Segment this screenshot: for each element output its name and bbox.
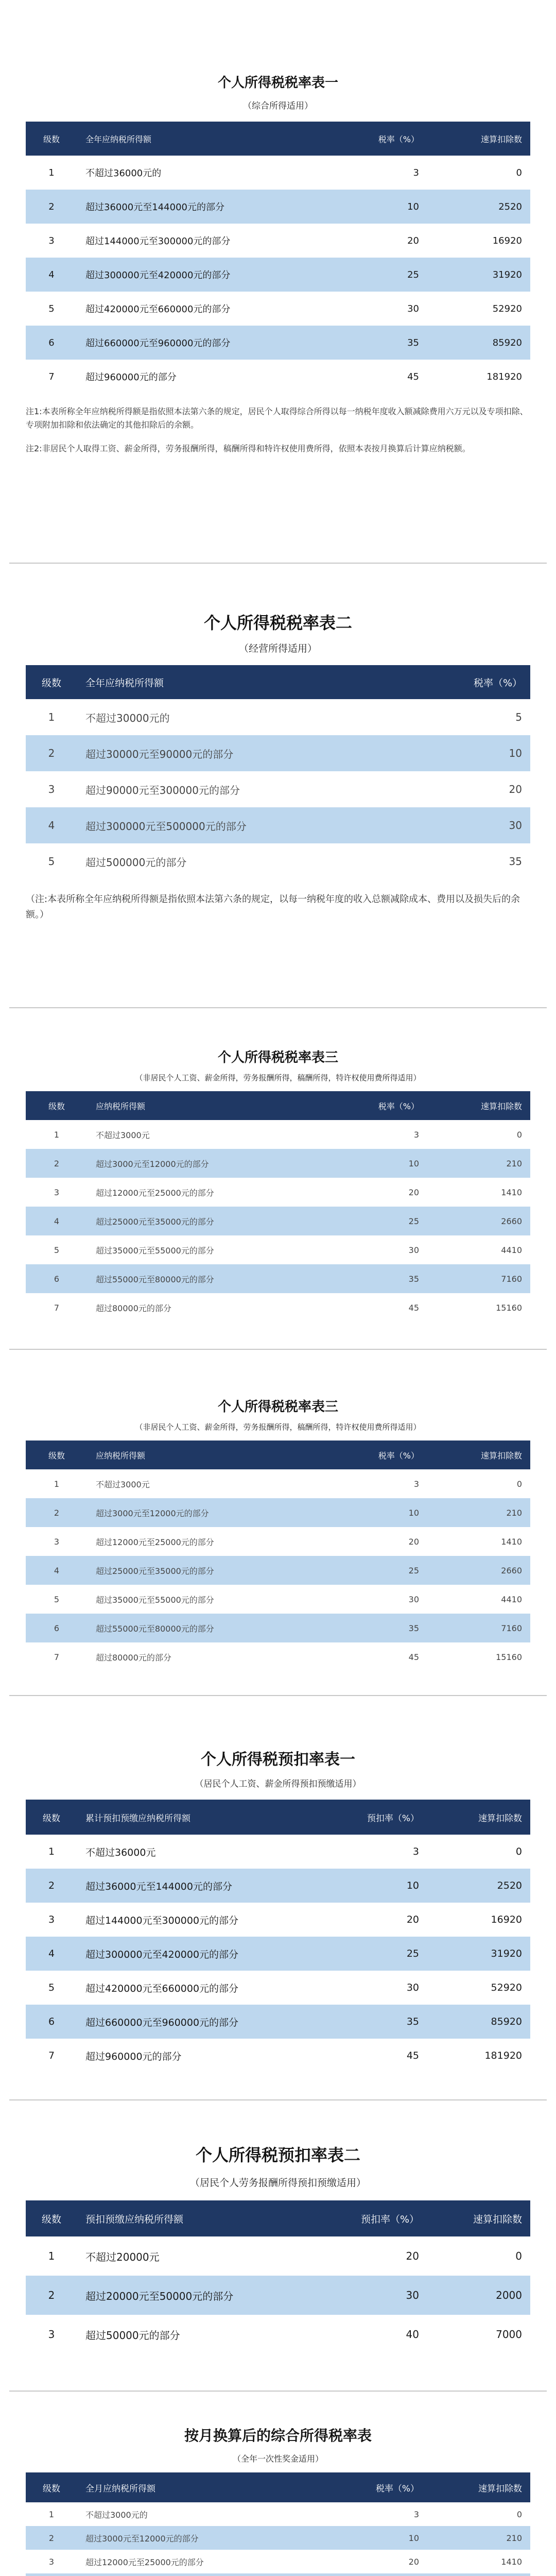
- cell-level: 6: [48, 2016, 55, 2027]
- table-row: [26, 1264, 530, 1293]
- cell-rate: 10: [406, 1880, 419, 1891]
- cell-level: 1: [48, 711, 55, 723]
- cell-level: 5: [48, 1982, 55, 1993]
- cell-rate: 20: [509, 783, 522, 795]
- cell-deduction: 4410: [501, 1594, 522, 1604]
- cell-income: 超过144000元至300000元的部分: [85, 1914, 239, 1926]
- cell-income: 超过420000元至660000元的部分: [85, 1982, 239, 1994]
- cell-income: 超过80000元的部分: [96, 1652, 171, 1663]
- cell-income: 超过960000元的部分: [85, 372, 177, 383]
- header-income: 应纳税所得额: [96, 1450, 146, 1461]
- table-row: [26, 1498, 530, 1527]
- cell-rate: 30: [408, 1594, 419, 1604]
- header-income: 应纳税所得额: [96, 1101, 146, 1111]
- cell-income: 超过3000元至12000元的部分: [85, 2533, 199, 2544]
- table-header-row: [26, 1440, 530, 1469]
- table-row: [26, 1469, 530, 1498]
- cell-level: 2: [48, 2533, 55, 2543]
- table-row: [26, 2573, 530, 2576]
- cell-rate: 30: [406, 1982, 419, 1993]
- cell-income: 超过25000元至35000元的部分: [96, 1216, 214, 1227]
- cell-rate: 25: [408, 1565, 419, 1575]
- tax-rate-table: [26, 122, 530, 394]
- header-rate: 税率（%）: [375, 2483, 419, 2494]
- cell-level: 2: [48, 2289, 55, 2301]
- cell-deduction: 0: [516, 2509, 522, 2519]
- section-divider: [9, 563, 547, 564]
- cell-rate: 30: [509, 819, 522, 832]
- table-title: 个人所得税税率表三: [217, 1050, 338, 1065]
- header-income: 全月应纳税所得额: [85, 2483, 155, 2494]
- cell-deduction: 2520: [497, 1880, 522, 1891]
- section-divider: [9, 2099, 547, 2100]
- table-row: [26, 1937, 530, 1971]
- cell-rate: 30: [406, 2289, 419, 2301]
- cell-rate: 3: [413, 1479, 419, 1489]
- cell-level: 6: [54, 1274, 60, 1284]
- cell-income: 超过80000元的部分: [96, 1303, 171, 1313]
- table-row: [26, 1642, 530, 1671]
- cell-rate: 30: [407, 303, 419, 314]
- cell-deduction: [427, 2573, 530, 2576]
- cell-level: 5: [48, 303, 55, 314]
- cell-rate: 3: [413, 2509, 419, 2519]
- table-title: 个人所得税税率表二: [203, 613, 352, 633]
- cell-rate: 45: [407, 371, 419, 382]
- cell-rate: 40: [406, 2328, 419, 2341]
- cell-income: 超过12000元至25000元的部分: [85, 2557, 204, 2567]
- header-rate: 税率（%）: [378, 1101, 419, 1111]
- cell-deduction: 0: [516, 1129, 522, 1140]
- tax-rate-table: [26, 1440, 530, 1671]
- cell-rate: 20: [407, 235, 419, 246]
- cell-deduction: 31920: [491, 1948, 522, 1959]
- cell-level: 3: [48, 235, 55, 246]
- cell-level: 2: [48, 201, 55, 212]
- cell-deduction: 16920: [491, 1914, 522, 1925]
- table-row: [26, 2236, 530, 2276]
- header-income: 预扣预缴应纳税所得额: [85, 2213, 184, 2225]
- table-header-row: [26, 665, 530, 699]
- cell-rate: 35: [406, 2016, 419, 2027]
- cell-income: 超过3000元至12000元的部分: [96, 1508, 209, 1518]
- section-divider: [9, 1349, 547, 1350]
- table-title: 个人所得税税率表一: [217, 75, 338, 91]
- cell-income: 超过420000元至660000元的部分: [85, 304, 231, 315]
- cell-level: 3: [48, 2556, 55, 2567]
- cell-income: 超过25000元至35000元的部分: [96, 1566, 214, 1576]
- cell-rate: 3: [412, 1846, 419, 1857]
- cell-income: 不超过36000元: [85, 1846, 156, 1858]
- cell-rate: 20: [408, 1187, 419, 1197]
- cell-deduction: 1410: [501, 2556, 522, 2567]
- cell-rate: 3: [413, 1129, 419, 1140]
- cell-deduction: 0: [515, 1846, 522, 1857]
- cell-level: 4: [54, 1216, 60, 1226]
- tax-table-2-section: [0, 610, 556, 923]
- cell-deduction: 7160: [501, 1623, 522, 1633]
- table-row: [26, 156, 530, 190]
- table-row: [26, 1178, 530, 1207]
- cell-level: 7: [48, 371, 55, 382]
- header-deduction: 速算扣除数: [480, 1450, 522, 1461]
- header-income: 全年应纳税所得额: [85, 134, 152, 144]
- cell-income: 超过300000元至500000元的部分: [85, 820, 247, 833]
- cell-level: 2: [48, 747, 55, 759]
- monthly-converted-table-section: [0, 2425, 556, 2576]
- table-title: 按月换算后的综合所得税率表: [184, 2427, 372, 2444]
- cell-rate: 20: [406, 1914, 419, 1925]
- cell-income: 超过660000元至960000元的部分: [85, 2016, 239, 2028]
- cell-deduction: 85920: [491, 2016, 522, 2027]
- cell-rate: 10: [408, 1507, 419, 1518]
- cell-income: 超过35000元至55000元的部分: [96, 1595, 214, 1605]
- header-level: 级数: [41, 2213, 61, 2225]
- cell-rate: 10: [408, 1158, 419, 1168]
- cell-income: 超过3000元至12000元的部分: [96, 1159, 209, 1169]
- monthly-tax-rate-table: [26, 2472, 530, 2576]
- table-subtitle: （非居民个人工资、薪金所得，劳务报酬所得，稿酬所得，特许权使用费所得适用）: [135, 1073, 421, 1082]
- cell-income: 超过90000元至300000元的部分: [85, 784, 240, 796]
- cell-deduction: 52920: [491, 1982, 522, 1993]
- cell-level: 5: [54, 1594, 60, 1604]
- table-row: [26, 2039, 530, 2073]
- table-row: [26, 807, 530, 843]
- cell-deduction: 4410: [501, 1245, 522, 1255]
- header-deduction: 速算扣除数: [480, 1101, 522, 1111]
- cell-level: 1: [54, 1129, 60, 1140]
- header-level: 级数: [48, 1101, 65, 1111]
- header-income: 全年应纳税所得额: [85, 677, 164, 689]
- cell-level: 3: [54, 1536, 60, 1547]
- cell-rate: 3: [413, 167, 419, 178]
- cell-rate: 45: [408, 1302, 419, 1313]
- cell-deduction: 7160: [501, 1274, 522, 1284]
- table-title: 个人所得税预扣率表一: [201, 1751, 355, 1769]
- table-row: [26, 843, 530, 879]
- cell-rate: 20: [406, 2250, 419, 2262]
- table-row: [26, 2315, 530, 2354]
- tax-rate-table: [26, 1091, 530, 1322]
- cell-level: 4: [48, 1948, 55, 1959]
- table-row: [26, 1903, 530, 1937]
- cell-income: 超过30000元至90000元的部分: [85, 748, 234, 760]
- table-header-row: [26, 122, 530, 156]
- cell-level: 1: [54, 1479, 60, 1489]
- cell-deduction: 2000: [496, 2289, 522, 2301]
- header-level: 级数: [43, 1813, 60, 1824]
- withholding-table-1-section: [0, 1747, 556, 2073]
- cell-rate: 35: [408, 1274, 419, 1284]
- cell-deduction: 1410: [501, 1187, 522, 1197]
- cell-deduction: 15160: [496, 1302, 522, 1313]
- withholding-table-2-section: [0, 2142, 556, 2354]
- cell-deduction: 0: [516, 1479, 522, 1489]
- cell-level: 6: [48, 337, 55, 348]
- cell-rate: 35: [408, 1623, 419, 1633]
- table-note: 注1:本表所称全年应纳税所得额是指依照本法第六条的规定，居民个人取得综合所得以每一纳税年度收入额减除费用六万元以及专项扣除、专项附加扣除和依法确定的其他扣除后的余额。: [26, 406, 528, 430]
- table-row: [26, 292, 530, 326]
- section-divider: [9, 2391, 547, 2392]
- cell-rate: 10: [408, 2533, 419, 2543]
- cell-level: 4: [48, 819, 55, 832]
- header-level: 级数: [41, 677, 61, 689]
- header-rate: 税率（%）: [473, 677, 522, 689]
- tax-table-1-section: [0, 72, 556, 455]
- cell-income: [77, 2573, 324, 2576]
- tax-rate-table: [26, 665, 530, 879]
- cell-rate: 45: [406, 2050, 419, 2061]
- table-subtitle: （居民个人工资、薪金所得预扣预缴适用）: [195, 1779, 361, 1789]
- cell-income: 超过300000元至420000元的部分: [85, 1948, 239, 1960]
- cell-rate: 25: [407, 269, 419, 280]
- table-row: [26, 2550, 530, 2573]
- cell-level: 4: [54, 1565, 60, 1575]
- cell-income: 超过35000元至55000元的部分: [96, 1245, 214, 1256]
- table-row: [26, 1149, 530, 1178]
- table-row: [26, 1971, 530, 2005]
- cell-income: 不超过30000元的: [85, 711, 170, 724]
- cell-income: 超过50000元的部分: [85, 2329, 180, 2342]
- cell-rate: 35: [407, 337, 419, 348]
- cell-deduction: 210: [506, 1158, 522, 1168]
- cell-deduction: 7000: [496, 2328, 522, 2341]
- cell-rate: 10: [407, 201, 419, 212]
- cell-income: 超过36000元至144000元的部分: [85, 1880, 232, 1892]
- cell-deduction: 2520: [498, 201, 522, 212]
- cell-level: 1: [48, 2250, 55, 2262]
- cell-deduction: 181920: [486, 371, 522, 382]
- tax-table-3-duplicate-section: [0, 1396, 556, 1671]
- cell-income: 超过960000元的部分: [85, 2050, 182, 2062]
- cell-deduction: 52920: [492, 303, 522, 314]
- cell-level: 7: [54, 1302, 60, 1313]
- cell-level: 7: [48, 2050, 55, 2061]
- table-row: [26, 771, 530, 807]
- header-deduction: 速算扣除数: [478, 2483, 522, 2494]
- table-row: [26, 1293, 530, 1322]
- table-row: [26, 360, 530, 394]
- header-rate: 预扣率（%）: [367, 1813, 419, 1824]
- table-subtitle: （非居民个人工资、薪金所得，劳务报酬所得，稿酬所得，特许权使用费所得适用）: [135, 1422, 421, 1432]
- table-row: [26, 1556, 530, 1585]
- table-row: [26, 1120, 530, 1149]
- cell-income: 不超过3000元: [96, 1479, 150, 1489]
- cell-deduction: 85920: [492, 337, 522, 348]
- cell-income: 超过144000元至300000元的部分: [85, 236, 231, 247]
- table-title: 个人所得税预扣率表二: [195, 2145, 360, 2165]
- table-row: [26, 2502, 530, 2526]
- cell-deduction: 31920: [492, 269, 522, 280]
- cell-income: 超过20000元至50000元的部分: [85, 2290, 234, 2302]
- table-row: [26, 2276, 530, 2315]
- cell-level: 7: [54, 1652, 60, 1662]
- table-row: [26, 1614, 530, 1642]
- section-divider: [9, 1007, 547, 1008]
- table-title: 个人所得税税率表三: [217, 1399, 338, 1415]
- table-note: （注:本表所称全年应纳税所得额是指依照本法第六条的规定，以每一纳税年度的收入总额减除成本、费用以及损失后的余额。）: [26, 894, 520, 920]
- table-row: [26, 2526, 530, 2550]
- table-header-row: [26, 2200, 530, 2236]
- cell-income: 不超过20000元: [85, 2250, 160, 2263]
- cell-deduction: 1410: [501, 1536, 522, 1547]
- cell-level: 2: [54, 1507, 60, 1518]
- cell-rate: 20: [408, 2556, 419, 2567]
- table-subtitle: （全年一次性奖金适用）: [232, 2454, 323, 2464]
- withholding-rate-table: [26, 2200, 530, 2354]
- cell-deduction: 0: [516, 167, 522, 178]
- table-row: [26, 1585, 530, 1614]
- table-row: [26, 258, 530, 292]
- header-level: 级数: [43, 2483, 60, 2494]
- cell-income: 超过12000元至25000元的部分: [96, 1537, 214, 1547]
- table-subtitle: （居民个人劳务报酬所得预扣预缴适用）: [189, 2177, 366, 2189]
- header-level: 级数: [43, 134, 60, 144]
- header-deduction: 速算扣除数: [480, 134, 522, 144]
- cell-level: 1: [48, 1846, 55, 1857]
- cell-level: 3: [54, 1187, 60, 1197]
- cell-level: 3: [48, 2328, 55, 2341]
- table-header-row: [26, 1800, 530, 1835]
- cell-level: 5: [54, 1245, 60, 1255]
- cell-level: 5: [48, 855, 55, 868]
- cell-income: 不超过36000元的: [85, 168, 162, 179]
- cell-deduction: 2660: [501, 1216, 522, 1226]
- cell-level: 2: [54, 1158, 60, 1168]
- header-deduction: 速算扣除数: [478, 1813, 522, 1824]
- tax-table-3-section: [0, 1047, 556, 1322]
- cell-level: 1: [48, 167, 55, 178]
- cell-rate: [324, 2573, 427, 2576]
- table-row: [26, 735, 530, 771]
- table-row: [26, 1869, 530, 1903]
- cell-deduction: 16920: [492, 235, 522, 246]
- header-level: 级数: [48, 1450, 65, 1461]
- cell-income: 超过36000元至144000元的部分: [85, 202, 224, 213]
- cell-income: 不超过3000元的: [85, 2510, 148, 2520]
- cell-deduction: 210: [506, 2533, 522, 2543]
- table-header-row: [26, 1091, 530, 1120]
- table-subtitle: （经营所得适用）: [238, 643, 317, 654]
- cell-level: 6: [54, 1623, 60, 1633]
- cell-income: 不超过3000元: [96, 1130, 150, 1140]
- cell-rate: 45: [408, 1652, 419, 1662]
- header-rate: 预扣率（%）: [360, 2213, 419, 2225]
- cell-income: 超过55000元至80000元的部分: [96, 1274, 214, 1284]
- header-income: 累计预扣预缴应纳税所得额: [85, 1813, 190, 1824]
- table-row: [26, 224, 530, 258]
- cell-deduction: 15160: [496, 1652, 522, 1662]
- cell-level: [26, 2573, 77, 2576]
- cell-income: 超过12000元至25000元的部分: [96, 1188, 214, 1198]
- cell-income: 超过300000元至420000元的部分: [85, 270, 231, 281]
- cell-deduction: 210: [506, 1507, 522, 1518]
- header-rate: 税率（%）: [378, 1450, 419, 1461]
- cell-deduction: 2660: [501, 1565, 522, 1575]
- table-row: [26, 326, 530, 360]
- header-deduction: 速算扣除数: [473, 2213, 522, 2225]
- withholding-rate-table: [26, 1800, 530, 2073]
- cell-level: 3: [48, 783, 55, 795]
- cell-rate: 30: [408, 1245, 419, 1255]
- table-row: [26, 1835, 530, 1869]
- cell-rate: 10: [509, 747, 522, 759]
- table-subtitle: （综合所得适用）: [243, 101, 313, 111]
- section-divider: [9, 1695, 547, 1696]
- table-header-row: [26, 2472, 530, 2502]
- cell-rate: 35: [509, 855, 522, 868]
- table-note: 注2:非居民个人取得工资、薪金所得，劳务报酬所得，稿酬所得和特许权使用费所得，依照本表按月换算后计算应纳税额。: [26, 444, 471, 453]
- cell-deduction: 0: [515, 2250, 522, 2262]
- cell-level: 2: [48, 1880, 55, 1891]
- cell-income: 超过500000元的部分: [85, 856, 187, 869]
- table-row: [26, 1207, 530, 1235]
- cell-income: 超过660000元至960000元的部分: [85, 338, 231, 349]
- cell-level: 3: [48, 1914, 55, 1925]
- cell-rate: 5: [515, 711, 522, 723]
- cell-rate: 20: [408, 1536, 419, 1547]
- table-row: [26, 699, 530, 735]
- cell-level: 4: [48, 269, 55, 280]
- table-row: [26, 2005, 530, 2039]
- cell-rate: 25: [408, 1216, 419, 1226]
- cell-rate: 25: [406, 1948, 419, 1959]
- header-rate: 税率（%）: [378, 134, 419, 144]
- cell-income: 超过55000元至80000元的部分: [96, 1623, 214, 1634]
- table-row: [26, 1527, 530, 1556]
- table-row: [26, 1235, 530, 1264]
- cell-level: 1: [48, 2509, 55, 2519]
- cell-deduction: 181920: [484, 2050, 522, 2061]
- table-row: [26, 190, 530, 224]
